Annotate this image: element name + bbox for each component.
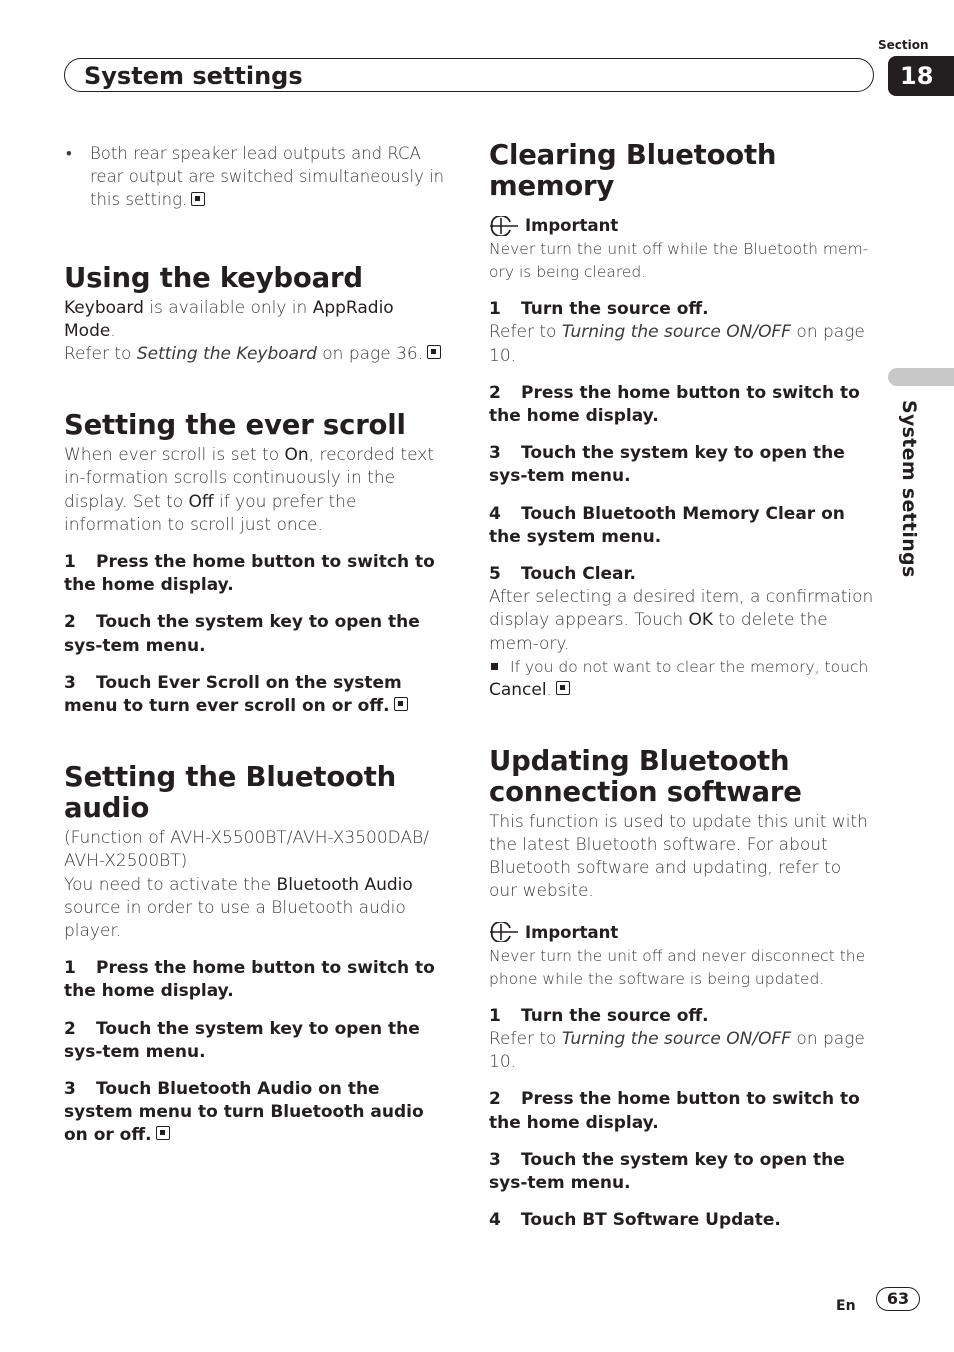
right-column [489, 140, 874, 1232]
intro-bullet: • Both rear speaker lead outputs and RCA rear output are switched simultaneously in this setting. [66, 144, 445, 210]
bluetooth-audio-text: You need to activate the Bluetooth Audio source in order to use a Bluetooth audio player. [64, 874, 413, 942]
clear-step-2: 2 Press the home button to switch to the home display. [489, 382, 860, 427]
end-mark-icon [191, 192, 205, 206]
bluetooth-audio-function: (Function of AVH-X5500BT/AVH-X3500DAB/ AVH-X2500BT) [64, 828, 429, 872]
update-step-4: 4 Touch BT Software Update. [489, 1210, 781, 1231]
end-mark-icon [427, 345, 441, 359]
clear-reference: Refer to Turning the source ON/OFF on page 10. [489, 322, 865, 366]
heading-clear-bluetooth-memory: Clearing Bluetooth memory [489, 139, 777, 202]
important-text: Never turn the unit off while the Bluetooth mem-ory is being cleared. [489, 240, 869, 282]
bluetooth-audio-step-1: 1 Press the home button to switch to the home display. [64, 958, 435, 1002]
important-notice: Important [489, 921, 874, 944]
keyboard-reference: Refer to Setting the Keyboard on page 36. [64, 343, 449, 366]
keyboard-text: Keyboard is available only in AppRadio Mode. [64, 297, 394, 341]
clear-step-5: 5 Touch Clear. [489, 564, 636, 585]
clear-step-3: 3 Touch the system key to open the sys-tem menu. [489, 443, 845, 487]
page-number: 63 [876, 1287, 920, 1311]
language-label: En [836, 1298, 856, 1314]
end-mark-icon [156, 1126, 170, 1140]
ever-scroll-step-3: 3 Touch Ever Scroll on the system menu to turn ever scroll on or off. [64, 672, 449, 718]
page-title: System settings [84, 62, 303, 90]
ever-scroll-step-1: 1 Press the home button to switch to the home display. [64, 552, 435, 596]
left-column [64, 142, 449, 1148]
important-icon [489, 216, 519, 236]
clear-step-1: 1 Turn the source off. [489, 299, 709, 320]
heading-bluetooth-audio: Setting the Bluetooth audio [64, 761, 397, 825]
side-tab-marker [888, 368, 954, 386]
update-text: This function is used to update this unit with the latest Bluetooth software. For about Bluetooth software and updating, refer to our website. [489, 811, 868, 902]
clear-after-text: After selecting a desired item, a confirmation display appears. Touch OK to delete the mem-ory. [489, 587, 874, 654]
important-notice: Important [489, 214, 874, 237]
section-label: Section [878, 38, 929, 52]
note-square-icon [491, 663, 498, 670]
clear-note: If you do not want to clear the memory, touch Cancel. [489, 657, 869, 700]
end-mark-icon [556, 681, 570, 695]
bluetooth-audio-step-3: 3 Touch Bluetooth Audio on the system menu to turn Bluetooth audio on or off. [64, 1079, 424, 1146]
heading-ever-scroll: Setting the ever scroll [64, 409, 406, 442]
update-step-1: 1 Turn the source off. [489, 1005, 709, 1026]
end-mark-icon [394, 697, 408, 711]
section-number-badge: 18 [888, 56, 954, 96]
clear-step-4: 4 Touch Bluetooth Memory Clear on the system menu. [489, 503, 845, 547]
heading-update-software: Updating Bluetooth connection software [489, 744, 802, 808]
important-icon [489, 922, 519, 942]
update-step-3: 3 Touch the system key to open the sys-tem menu. [489, 1149, 845, 1194]
update-step-2: 2 Press the home button to switch to the home display. [489, 1089, 860, 1133]
ever-scroll-step-2: 2 Touch the system key to open the sys-tem menu. [64, 612, 420, 656]
heading-keyboard: Using the keyboard [64, 261, 363, 294]
important-text: Never turn the unit off and never disconnect the phone while the software is being updated. [489, 946, 866, 988]
side-tab-label: System settings [898, 400, 920, 578]
ever-scroll-text: When ever scroll is set to On, recorded text in-formation scrolls continuously in the display. Set to Off if you prefer the information to scroll just once. [64, 445, 434, 535]
bluetooth-audio-step-2: 2 Touch the system key to open the sys-tem menu. [64, 1018, 420, 1062]
update-reference: Refer to Turning the source ON/OFF on page 10. [489, 1029, 865, 1073]
